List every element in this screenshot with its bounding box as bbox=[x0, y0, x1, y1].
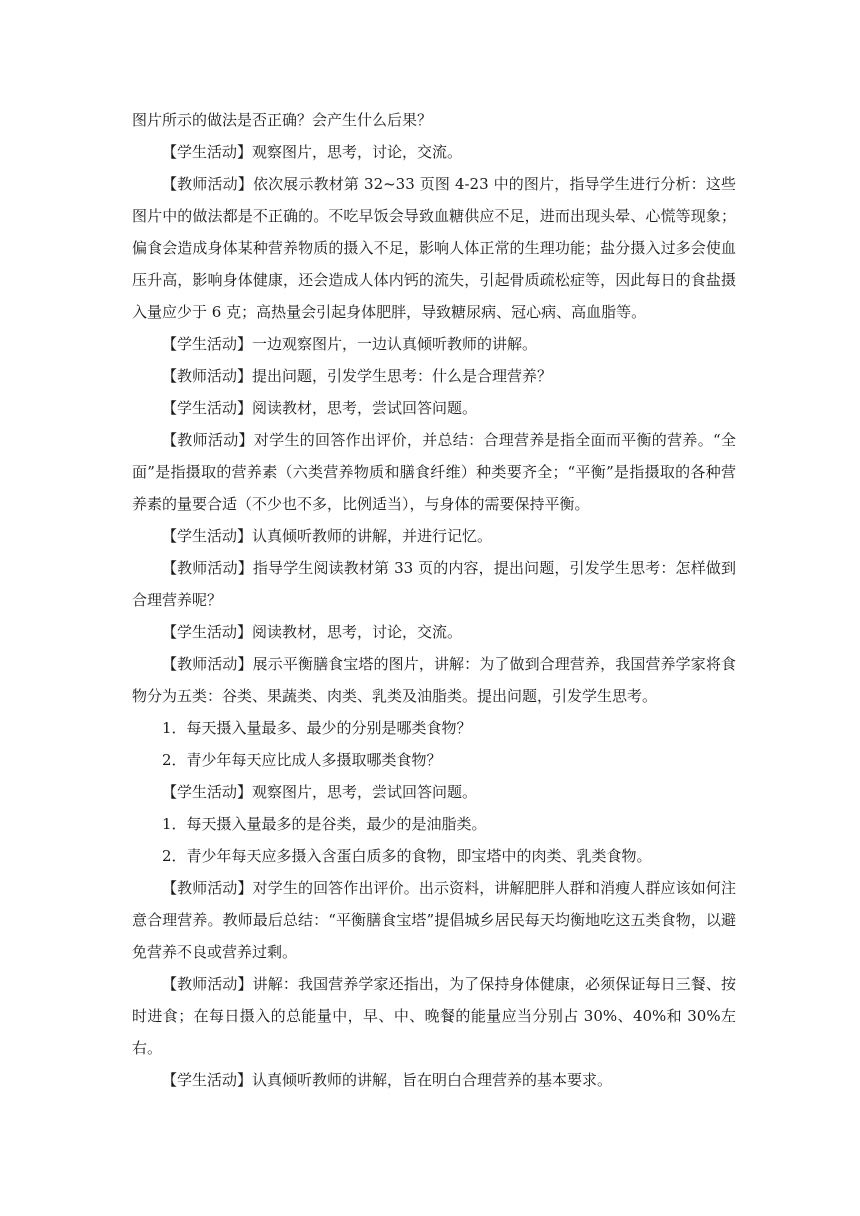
paragraph-student-activity: 【学生活动】认真倾听教师的讲解，旨在明白合理营养的基本要求。 bbox=[162, 1071, 613, 1089]
document-body bbox=[132, 104, 736, 1096]
paragraph-teacher-activity: 【教师活动】提出问题，引发学生思考：什么是合理营养？ bbox=[162, 367, 553, 385]
paragraph-teacher-activity: 【教师活动】依次展示教材第 32~33 页图 4-23 中的图片，指导学生进行分析：这些图片中的做法都是不正确的。不吃早饭会导致血糖供应不足，进而出现头晕、心慌等现象；偏食会造成身体某种营养物质的摄入不足，影响人体正常的生理功能；盐分摄入过多会使血压升高，影响身体健康，还会造成人体内钙的流失，引起骨质疏松症等，因此每日的食盐摄入量应少于 6 克；高热量会引起身体肥胖，导致糖尿病、冠心病、高血脂等。 bbox=[132, 175, 736, 321]
paragraph-teacher-activity: 【教师活动】展示平衡膳食宝塔的图片，讲解：为了做到合理营养，我国营养学家将食物分为五类：谷类、果蔬类、肉类、乳类及油脂类。提出问题，引发学生思考。 bbox=[132, 655, 736, 705]
paragraph-teacher-activity: 【教师活动】讲解：我国营养学家还指出，为了保持身体健康，必须保证每日三餐、按时进食；在每日摄入的总能量中，早、中、晚餐的能量应当分别占 30%、40%和 30%左右。 bbox=[132, 975, 736, 1057]
list-item-question: 2．青少年每天应比成人多摄取哪类食物？ bbox=[162, 751, 442, 769]
paragraph-student-activity: 【学生活动】认真倾听教师的讲解，并进行记忆。 bbox=[162, 527, 493, 545]
paragraph-teacher-activity: 【教师活动】对学生的回答作出评价。出示资料，讲解肥胖人群和消瘦人群应该如何注意合理营养。教师最后总结：“平衡膳食宝塔”提倡城乡居民每天均衡地吃这五类食物，以避免营养不良或营养过剩。 bbox=[132, 879, 736, 961]
paragraph-student-activity: 【学生活动】阅读教材，思考，讨论，交流。 bbox=[162, 623, 463, 641]
paragraph-teacher-activity: 【教师活动】指导学生阅读教材第 33 页的内容，提出问题，引发学生思考：怎样做到合理营养呢？ bbox=[132, 559, 736, 609]
paragraph-student-activity: 【学生活动】一边观察图片，一边认真倾听教师的讲解。 bbox=[162, 335, 538, 353]
paragraph-continuation: 图片所示的做法是否正确？会产生什么后果？ bbox=[132, 111, 433, 129]
paragraph-teacher-activity: 【教师活动】对学生的回答作出评价，并总结：合理营养是指全面而平衡的营养。“全面”是指摄取的营养素（六类营养物质和膳食纤维）种类要齐全；“平衡”是指摄取的各种营养素的量要合适（不少也不多，比例适当），与身体的需要保持平衡。 bbox=[132, 431, 736, 513]
list-item-question: 1．每天摄入量最多、最少的分别是哪类食物？ bbox=[162, 719, 472, 737]
list-item-answer: 2．青少年每天应多摄入含蛋白质多的食物，即宝塔中的肉类、乳类食物。 bbox=[162, 847, 652, 865]
paragraph-student-activity: 【学生活动】观察图片，思考，讨论，交流。 bbox=[162, 143, 463, 161]
list-item-answer: 1．每天摄入量最多的是谷类，最少的是油脂类。 bbox=[162, 815, 487, 833]
paragraph-student-activity: 【学生活动】阅读教材，思考，尝试回答问题。 bbox=[162, 399, 478, 417]
paragraph-student-activity: 【学生活动】观察图片，思考，尝试回答问题。 bbox=[162, 783, 478, 801]
